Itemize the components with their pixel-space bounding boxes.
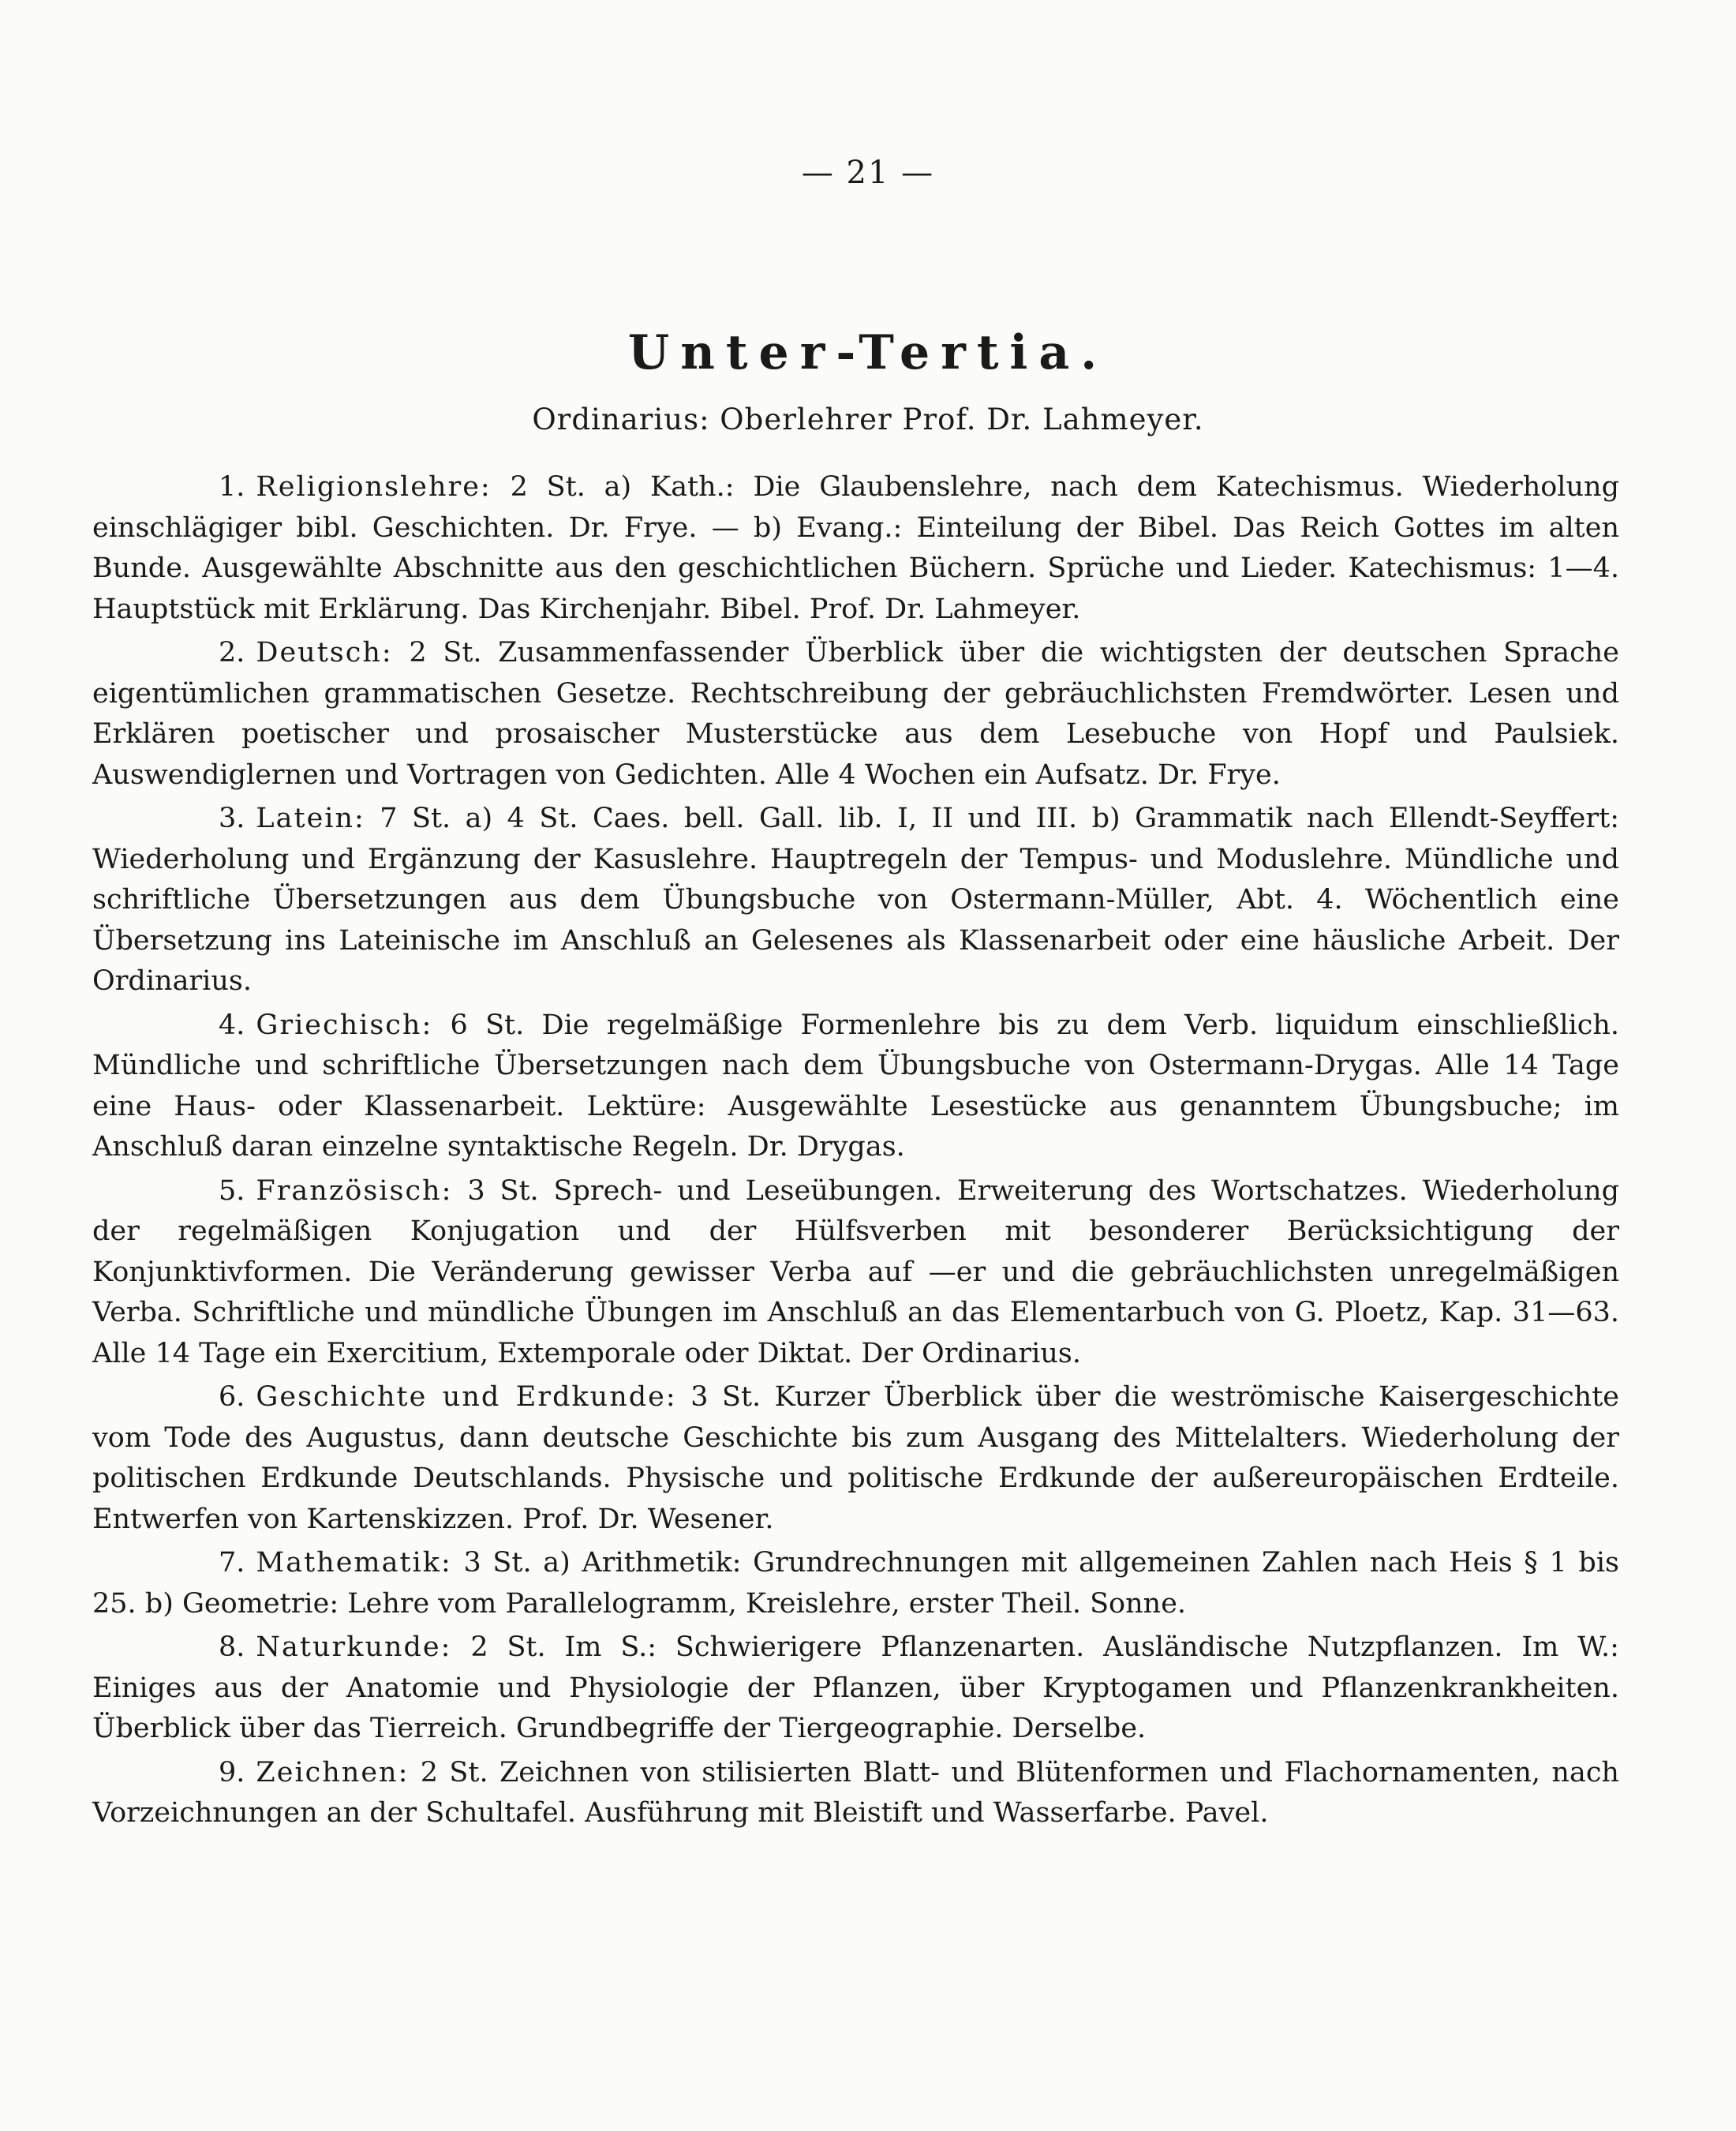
subject-title: Religionslehre:	[256, 471, 492, 503]
subject-paragraph-mathematik	[92, 1543, 1619, 1624]
subject-paragraph-religion	[92, 467, 1619, 630]
subject-number: 6.	[219, 1381, 245, 1413]
subject-list	[92, 467, 1619, 1837]
subject-title: Latein:	[256, 803, 365, 834]
subject-number: 3.	[219, 803, 245, 834]
subject-number: 9.	[219, 1756, 245, 1788]
subject-paragraph-latein	[92, 799, 1619, 1002]
subject-paragraph-zeichnen	[92, 1753, 1619, 1834]
subject-paragraph-deutsch	[92, 633, 1619, 796]
subject-text: 3 St. a) Arithmetik: Grundrechnungen mit allgemeinen Zahlen nach Heis § 1 bis 25. b) Geometrie: Lehre vom Parallelogramm, Kreislehre, erster Theil. Sonne.	[92, 1547, 1619, 1620]
subject-paragraph-franzoesisch	[92, 1171, 1619, 1375]
subject-title: Deutsch:	[256, 637, 393, 669]
subject-title: Geschichte und Erdkunde:	[256, 1381, 677, 1413]
subject-text: 2 St. Zusammenfassender Überblick über die wichtigsten der deutschen Sprache eigentümlichen grammatischen Gesetze. Rechtschreibung der gebräuchlichsten Fremdwörter. Lesen und Erklären poetischer und prosaischer Musterstücke aus dem Lesebuche von Hopf und Paulsiek. Auswendiglernen und Vortragen von Gedichten. Alle 4 Wochen ein Aufsatz. Dr. Frye.	[92, 637, 1619, 791]
subject-number: 8.	[219, 1631, 245, 1663]
subject-number: 4.	[219, 1009, 245, 1041]
subject-number: 7.	[219, 1547, 245, 1579]
subject-paragraph-naturkunde	[92, 1627, 1619, 1750]
subject-text: 2 St. Im S.: Schwierigere Pflanzenarten. Ausländische Nutzpflanzen. Im W.: Einiges aus der Anatomie und Physiologie der Pflanzen, über Kryptogamen und Pflanzenkrankheiten. Überblick über das Tierreich. Grundbegriffe der Tiergeographie. Derselbe.	[92, 1631, 1619, 1744]
subject-title: Mathematik:	[256, 1547, 452, 1579]
subject-number: 1.	[219, 471, 245, 503]
subject-text: 6 St. Die regelmäßige Formenlehre bis zu dem Verb. liquidum einschließlich. Mündliche und schriftliche Übersetzungen nach dem Übungsbuche von Ostermann-Drygas. Alle 14 Tage eine Haus- oder Klassenarbeit. Lektüre: Ausgewählte Lesestücke aus genanntem Übungsbuche; im Anschluß daran einzelne syntaktische Regeln. Dr. Drygas.	[92, 1009, 1619, 1163]
subject-title: Griechisch:	[256, 1009, 433, 1041]
subject-number: 2.	[219, 637, 245, 669]
subject-paragraph-griechisch	[92, 1006, 1619, 1168]
subject-number: 5.	[219, 1174, 245, 1207]
subject-text: 2 St. a) Kath.: Die Glaubenslehre, nach dem Katechismus. Wiederholung einschlägiger bibl. Geschichten. Dr. Frye. — b) Evang.: Einteilung der Bibel. Das Reich Gottes im alten Bunde. Ausgewählte Abschnitte aus den geschichtlichen Büchern. Sprüche und Lieder. Katechismus: 1—4. Hauptstück mit Erklärung. Das Kirchenjahr. Bibel. Prof. Dr. Lahmeyer.	[92, 471, 1619, 625]
subject-text: 2 St. Zeichnen von stilisierten Blatt- und Blütenformen und Flachornamenten, nach Vorzeichnungen an der Schultafel. Ausführung mit Bleistift und Wasserfarbe. Pavel.	[92, 1756, 1619, 1829]
subject-text: 3 St. Sprech- und Leseübungen. Erweiterung des Wortschatzes. Wiederholung der regelmäßigen Konjugation und der Hülfsverben mit besonderer Berücksichtigung der Konjunktivformen. Die Veränderung gewisser Verba auf —er und die gebräuchlichsten unregelmäßigen Verba. Schriftliche und mündliche Übungen im Anschluß an das Elementarbuch von G. Ploetz, Kap. 31—63. Alle 14 Tage ein Exercitium, Extemporale oder Diktat. Der Ordinarius.	[92, 1174, 1619, 1369]
subject-title: Naturkunde:	[256, 1631, 452, 1663]
page-number: — 21 —	[801, 155, 935, 191]
subject-title: Französisch:	[256, 1174, 453, 1207]
subject-title: Zeichnen:	[256, 1756, 410, 1788]
subject-text: 7 St. a) 4 St. Caes. bell. Gall. lib. I, II und III. b) Grammatik nach Ellendt-Seyffert: Wiederholung und Ergänzung der Kasuslehre. Hauptregeln der Tempus- und Moduslehre. Mündliche und schriftliche Übersetzungen aus dem Übungsbuche von Ostermann-Müller, Abt. 4. Wöchentlich eine Übersetzung ins Lateinische im Anschluß an Gelesenes als Klassenarbeit oder eine häusliche Arbeit. Der Ordinarius.	[92, 803, 1619, 997]
subject-text: 3 St. Kurzer Überblick über die weströmische Kaisergeschichte vom Tode des Augustus, dann deutsche Geschichte bis zum Ausgang des Mittelalters. Wiederholung der politischen Erdkunde Deutschlands. Physische und politische Erdkunde der außereuropäischen Erdteile. Entwerfen von Kartenskizzen. Prof. Dr. Wesener.	[92, 1381, 1619, 1535]
subject-paragraph-geschichte	[92, 1377, 1619, 1540]
ordinarius-line: Ordinarius: Oberlehrer Prof. Dr. Lahmeyer.	[532, 403, 1204, 436]
section-heading: Unter-Tertia.	[627, 325, 1109, 380]
